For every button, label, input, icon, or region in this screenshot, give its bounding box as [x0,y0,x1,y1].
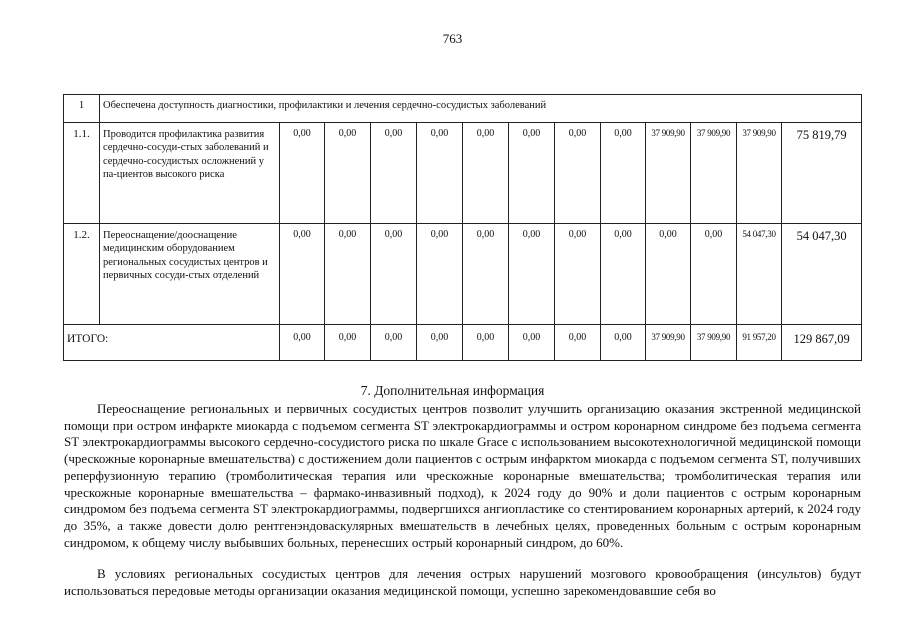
cell-value: 0,00 [325,123,371,224]
cell-value: 91 957,20 [737,325,782,361]
budget-table [63,94,862,361]
paragraph [64,401,861,551]
cell-value: 37 909,90 [646,325,691,361]
total-label: ИТОГО: [64,325,280,361]
cell-value: 0,00 [646,224,691,325]
cell-value: 0,00 [601,224,646,325]
cell-value: 0,00 [417,224,463,325]
cell-value: 37 909,90 [691,123,737,224]
table-row [64,224,862,325]
cell-value: 0,00 [691,224,737,325]
cell-value: 0,00 [463,325,509,361]
cell-value: 0,00 [601,325,646,361]
header-row-text: Обеспечена доступность диагностики, профилактики и лечения сердечно-сосудистых заболеваний [100,95,862,123]
row-index: 1 [64,95,100,123]
paragraph-text: Переоснащение региональных и первичных сосудистых центров позволит улучшить организацию оказания экстренной медицинской помощи при остром инфаркте миокарда с подъемом сегмента ST электрокардиограммы и остром коронарном синдроме без подъема сегмента ST электрокардиограммы высокого сердечно-сосудистого риска по шкале Grace с использованием высокотехнологичной медицинской помощи (чрескожные коронарные вмешательства) с достижением доли пациентов с острым инфарктом миокарда с подъемом сегмента ST, получивших реперфузионную терапию (тромболитическая терапия или чрескожные коронарные вмешательства; тромболитическая терапия или чрескожные коронарные вмешательства – фармако-инвазивный подход), к 2024 году до 90% и доли пациентов с острым коронарным синдромом без подъема сегмента ST электрокардиограммы, подвергшихся ангиопластике со стентированием коронарных артерий, к 2024 году до 35%, а также довести долю рентгенэндоваскулярных вмешательств в лечебных целях, проведенных больным с острым коронарным синдромом, к общему числу выбывших больных, перенесших острый коронарный синдром, до 60%. [64,401,861,550]
cell-value: 0,00 [555,123,601,224]
cell-value: 0,00 [280,325,325,361]
row-index: 1.2. [64,224,100,325]
cell-value: 0,00 [509,123,555,224]
cell-value: 0,00 [325,325,371,361]
cell-value: 0,00 [280,224,325,325]
cell-value: 0,00 [463,224,509,325]
section-title: 7. Дополнительная информация [360,383,545,398]
row-total: 54 047,30 [782,224,862,325]
cell-value: 0,00 [463,123,509,224]
cell-value: 0,00 [509,224,555,325]
paragraph [64,566,861,599]
cell-value: 54 047,30 [737,224,782,325]
table-row [64,123,862,224]
table-row [64,95,862,123]
cell-value: 37 909,90 [646,123,691,224]
cell-value: 0,00 [325,224,371,325]
cell-value: 0,00 [555,224,601,325]
cell-value: 0,00 [509,325,555,361]
cell-value: 0,00 [371,325,417,361]
cell-value: 0,00 [555,325,601,361]
cell-value: 0,00 [417,123,463,224]
table-total-row [64,325,862,361]
cell-value: 0,00 [417,325,463,361]
row-description: Проводится профилактика развития сердечно-сосуди-стых заболеваний и сердечно-сосудистых осложнений у па-циентов высокого риска [100,123,280,224]
cell-value: 0,00 [601,123,646,224]
grand-total: 129 867,09 [782,325,862,361]
page-number: 763 [442,31,463,46]
row-description: Переоснащение/дооснащение медицинским оборудованием региональных сосудистых центров и первичных сосуди-стых отделений [100,224,280,325]
cell-value: 0,00 [280,123,325,224]
cell-value: 0,00 [371,123,417,224]
cell-value: 37 909,90 [691,325,737,361]
row-total: 75 819,79 [782,123,862,224]
row-index: 1.1. [64,123,100,224]
paragraph-text: В условиях региональных сосудистых центров для лечения острых нарушений мозгового кровообращения (инсультов) будут использоваться передовые методы организации оказания медицинской помощи, успешно зарекомендовавшие себя во [64,566,861,598]
cell-value: 0,00 [371,224,417,325]
cell-value: 37 909,90 [737,123,782,224]
